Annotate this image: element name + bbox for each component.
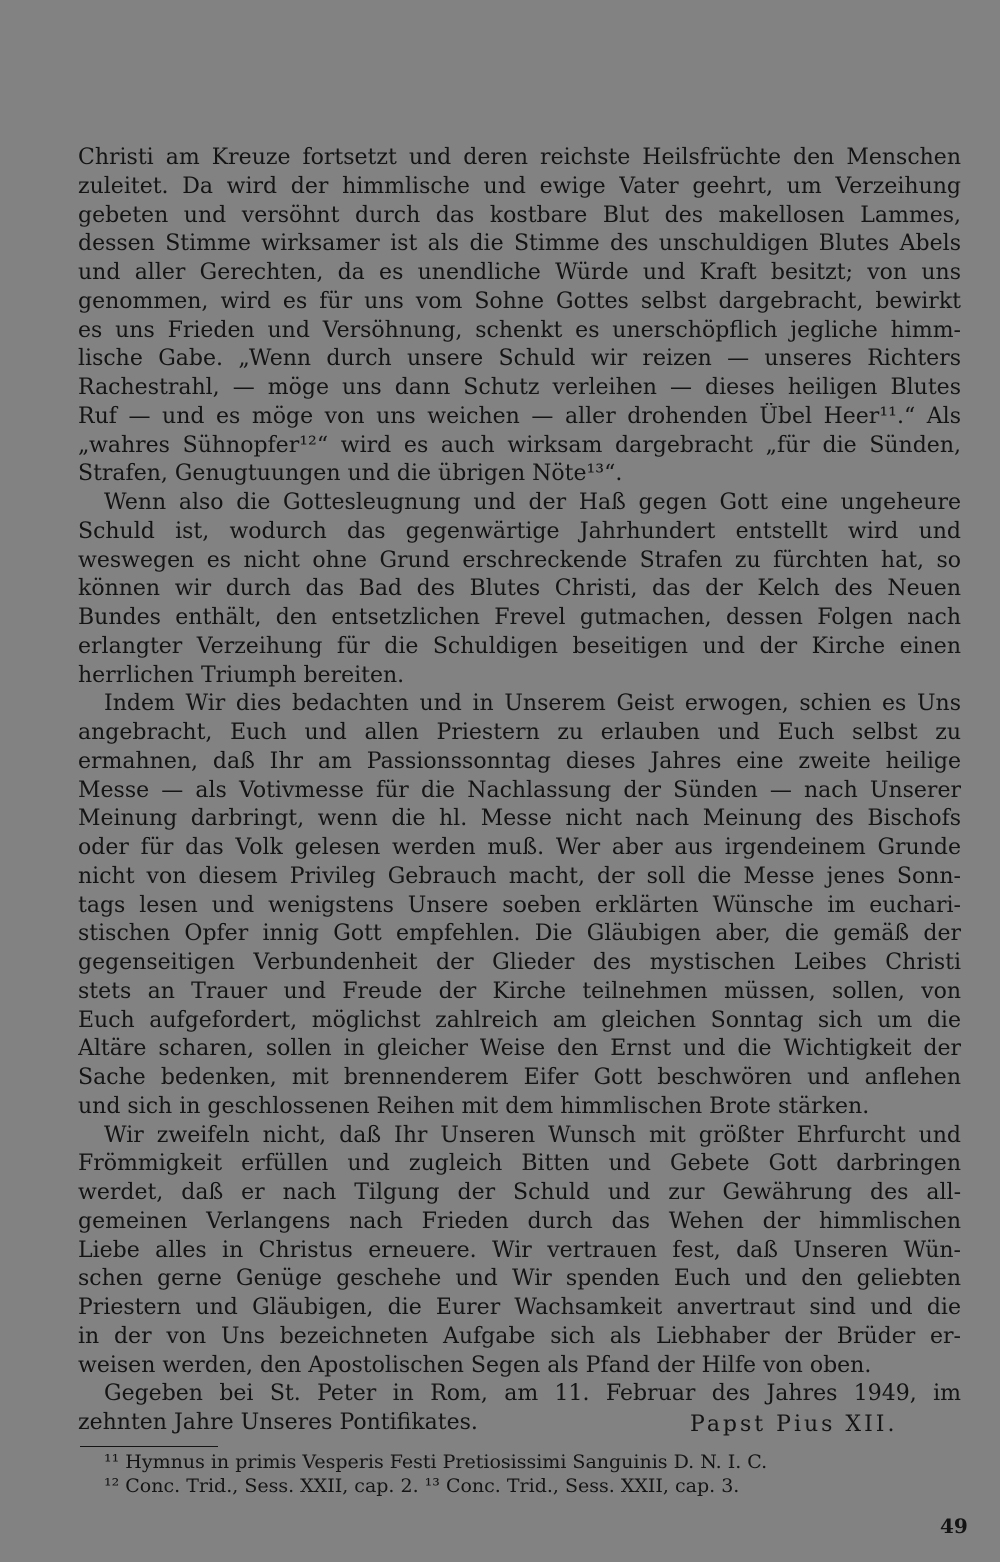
text-line: in der von Uns bezeichneten Aufgabe sich als Liebhaber der Brüder er- bbox=[78, 1323, 961, 1349]
text-line: genommen, wird es für uns vom Sohne Gottes selbst dargebracht, bewirkt bbox=[78, 288, 961, 314]
text-line: weisen werden, den Apostolischen Segen als Pfand der Hilfe von oben. bbox=[78, 1352, 872, 1378]
signature: Papst Pius XII. bbox=[690, 1412, 898, 1437]
text-line: weswegen es nicht ohne Grund erschreckende Strafen zu fürchten hat, so bbox=[78, 547, 961, 573]
text-line: Rachestrahl, — möge uns dann Schutz verleihen — dieses heiligen Blutes bbox=[78, 375, 961, 400]
text-line: stischen Opfer innig Gott empfehlen. Die Gläubigen aber, die gemäß der bbox=[78, 921, 961, 947]
footnote-12-13: ¹² Conc. Trid., Sess. XXII, cap. 2. ¹³ Conc. Trid., Sess. XXII, cap. 3. bbox=[104, 1475, 740, 1497]
text-line: können wir durch das Bad des Blutes Christi, das der Kelch des Neuen bbox=[78, 576, 961, 602]
text-line: Wir zweifeln nicht, daß Ihr Unseren Wunsch mit größter Ehrfurcht und bbox=[104, 1122, 961, 1148]
text-line: angebracht, Euch und allen Priestern zu erlauben und Euch selbst zu bbox=[78, 720, 961, 745]
text-line: Messe — als Votivmesse für die Nachlassung der Sünden — nach Unserer bbox=[78, 777, 961, 803]
text-line: Strafen, Genugtuungen und die übrigen Nöte¹³“. bbox=[78, 461, 623, 487]
text-line: ermahnen, daß Ihr am Passionssonntag dieses Jahres eine zweite heilige bbox=[78, 748, 961, 774]
footnote-rule bbox=[80, 1446, 218, 1447]
text-line: schen gerne Genüge geschehe und Wir spenden Euch und den geliebten bbox=[78, 1266, 961, 1292]
text-line: „wahres Sühnopfer¹²“ wird es auch wirksam dargebracht „für die Sünden, bbox=[78, 432, 961, 458]
text-line: lische Gabe. „Wenn durch unsere Schuld wir reizen — unseres Richters bbox=[78, 346, 961, 372]
text-line: gemeinen Verlangens nach Frieden durch das Wehen der himmlischen bbox=[78, 1208, 961, 1234]
text-line: Liebe alles in Christus erneuere. Wir vertrauen fest, daß Unseren Wün- bbox=[78, 1237, 961, 1263]
text-line: tags lesen und wenigstens Unsere soeben erklärten Wünsche im euchari- bbox=[78, 892, 961, 918]
text-line: zehnten Jahre Unseres Pontifikates. bbox=[78, 1410, 478, 1435]
text-line: Frömmigkeit erfüllen und zugleich Bitten und Gebete Gott darbringen bbox=[78, 1151, 961, 1177]
text-line: gegenseitigen Verbundenheit der Glieder des mystischen Leibes Christi bbox=[78, 950, 961, 975]
text-line: Gegeben bei St. Peter in Rom, am 11. Februar des Jahres 1949, im bbox=[104, 1381, 961, 1407]
text-line: gebeten und versöhnt durch das kostbare Blut des makellosen Lammes, bbox=[78, 202, 961, 228]
text-line: Priestern und Gläubigen, die Eurer Wachsamkeit anvertraut sind und die bbox=[78, 1295, 961, 1320]
text-line: stets an Trauer und Freude der Kirche teilnehmen müssen, sollen, von bbox=[78, 978, 961, 1004]
page-number: 49 bbox=[940, 1514, 968, 1538]
text-line: nicht von diesem Privileg Gebrauch macht, der soll die Messe jenes Sonn- bbox=[78, 863, 961, 889]
text-line: Schuld ist, wodurch das gegenwärtige Jahrhundert entstellt wird und bbox=[78, 518, 961, 544]
text-line: dessen Stimme wirksamer ist als die Stimme des unschuldigen Blutes Abels bbox=[78, 231, 961, 257]
text-line: zuleitet. Da wird der himmlische und ewige Vater geehrt, um Verzeihung bbox=[78, 173, 961, 199]
text-line: Christi am Kreuze fortsetzt und deren reichste Heilsfrüchte den Menschen bbox=[78, 145, 961, 170]
text-line: Sache bedenken, mit brennenderem Eifer Gott beschwören und anflehen bbox=[78, 1065, 961, 1090]
text-line: herrlichen Triumph bereiten. bbox=[78, 662, 405, 688]
text-line: Wenn also die Gottesleugnung und der Haß gegen Gott eine ungeheure bbox=[104, 490, 961, 515]
text-line: es uns Frieden und Versöhnung, schenkt es unerschöpflich jegliche himm- bbox=[78, 317, 961, 343]
text-line: und aller Gerechten, da es unendliche Würde und Kraft besitzt; von uns bbox=[78, 260, 961, 285]
text-line: Altäre scharen, sollen in gleicher Weise den Ernst und die Wichtigkeit der bbox=[78, 1036, 961, 1062]
text-line: oder für das Volk gelesen werden muß. Wer aber aus irgendeinem Grunde bbox=[78, 835, 961, 860]
text-line: Indem Wir dies bedachten und in Unserem Geist erwogen, schien es Uns bbox=[104, 691, 961, 717]
text-line: Bundes enthält, den entsetzlichen Frevel gutmachen, dessen Folgen nach bbox=[78, 605, 961, 630]
text-line: erlangter Verzeihung für die Schuldigen beseitigen und der Kirche einen bbox=[78, 633, 961, 659]
text-line: werdet, daß er nach Tilgung der Schuld und zur Gewährung des all- bbox=[78, 1180, 961, 1205]
text-line: Meinung darbringt, wenn die hl. Messe nicht nach Meinung des Bischofs bbox=[78, 806, 961, 832]
text-line: und sich in geschlossenen Reihen mit dem himmlischen Brote stärken. bbox=[78, 1093, 870, 1119]
footnote-11: ¹¹ Hymnus in primis Vesperis Festi Pretiosissimi Sanguinis D. N. I. C. bbox=[104, 1451, 768, 1473]
text-line: Ruf — und es möge von uns weichen — aller drohenden Übel Heer¹¹.“ Als bbox=[78, 403, 961, 429]
text-line: Euch aufgefordert, möglichst zahlreich am gleichen Sonntag sich um die bbox=[78, 1007, 961, 1033]
